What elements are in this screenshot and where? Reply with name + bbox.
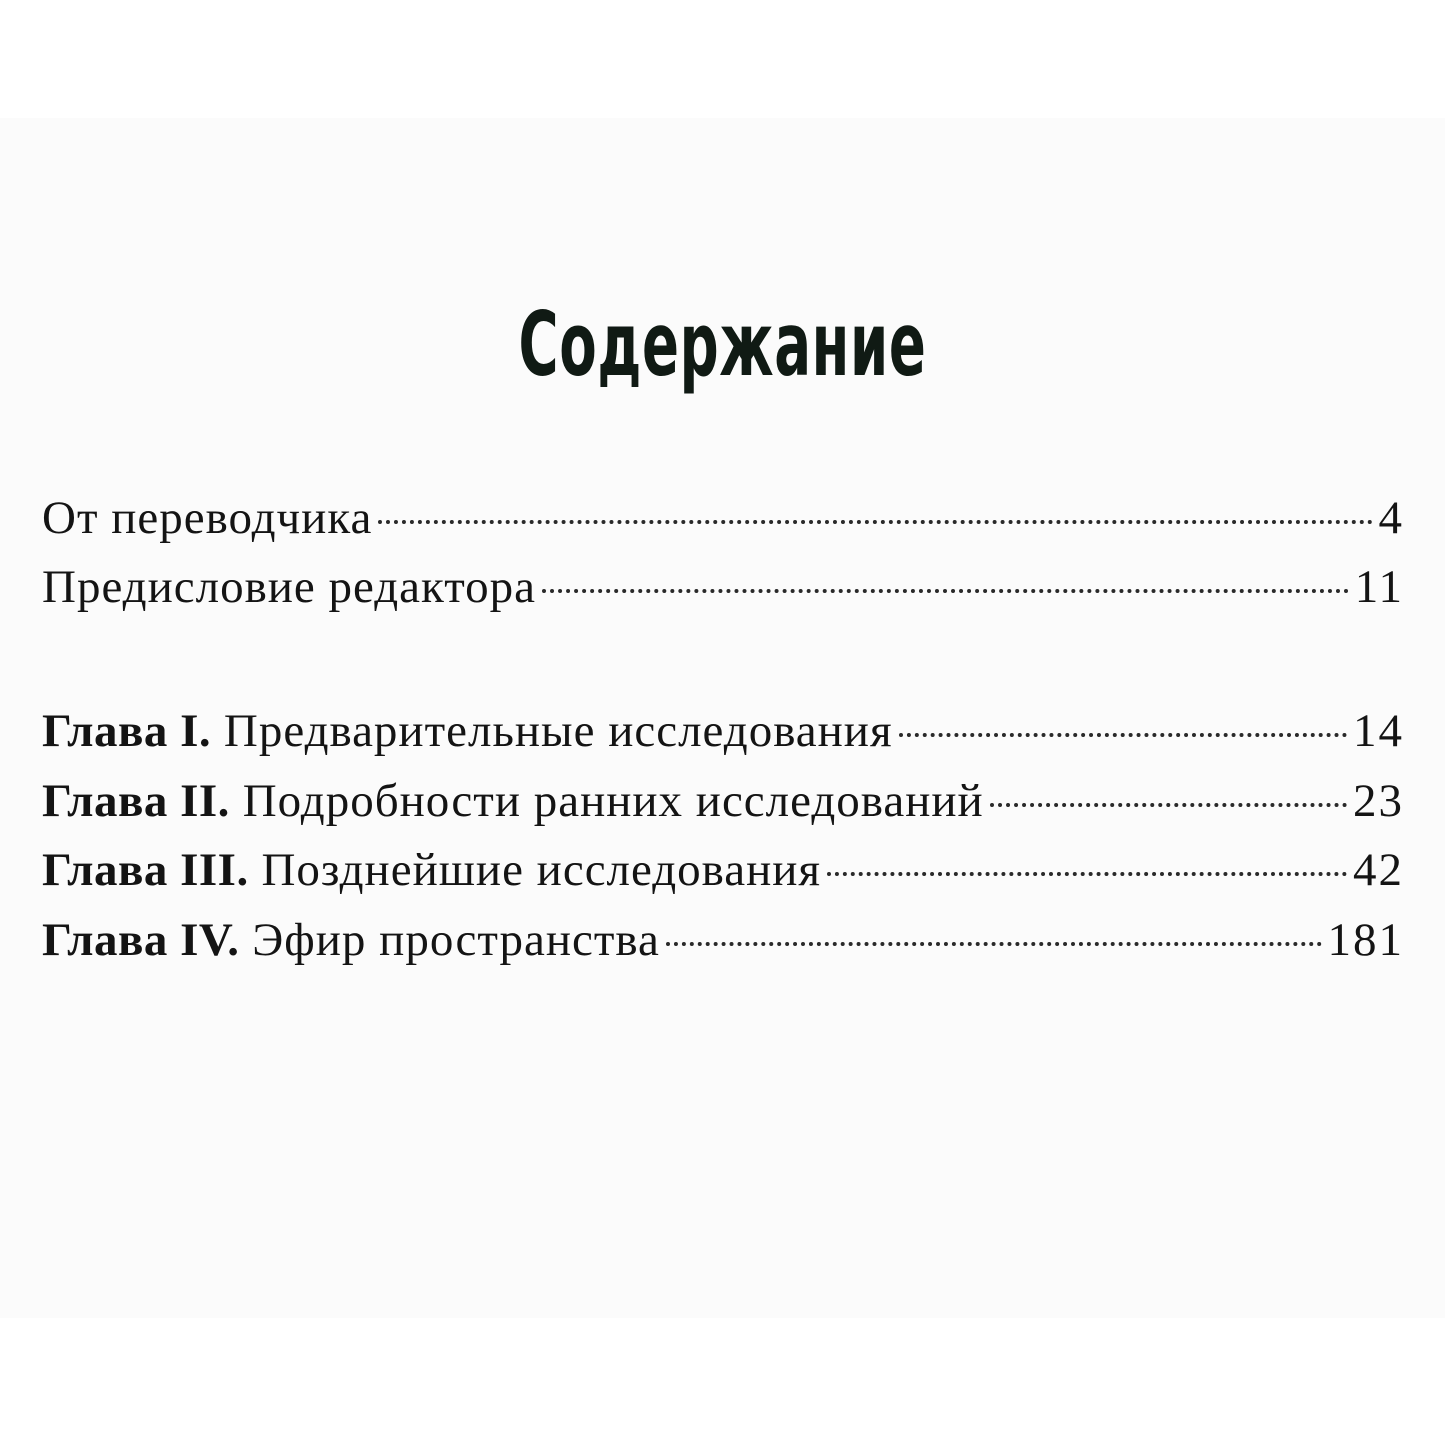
toc-entry-label: [42, 488, 372, 548]
toc-entry-chapter: Глава II.: [42, 775, 230, 827]
toc-entry-chapter-1: [42, 701, 1404, 761]
toc-entry-label: [42, 771, 984, 831]
toc-entry-chapter-2: [42, 771, 1404, 831]
toc-entry-page: 14: [1353, 705, 1404, 757]
toc-entry-chapter-4: [42, 910, 1404, 970]
toc-entry-title: Позднейшие исследования: [261, 844, 822, 896]
toc-entry-editor-preface: [42, 557, 1404, 617]
toc-entry-title: Предварительные исследования: [223, 705, 893, 757]
toc-entry-label: [42, 840, 821, 900]
toc-entry-translator: [42, 488, 1404, 548]
toc-entry-title: Эфир пространства: [252, 914, 660, 966]
toc-entry-label: [42, 557, 536, 617]
toc-entry-page: 42: [1353, 844, 1404, 896]
toc-entry-label: [42, 701, 893, 761]
toc-entry-page: 181: [1327, 914, 1404, 966]
toc-entry-page: 23: [1353, 775, 1404, 827]
toc-entry-page: 11: [1354, 561, 1404, 613]
toc-entry-title: От переводчика: [42, 492, 373, 544]
dot-leader: [899, 733, 1347, 737]
toc-entry-chapter: Глава III.: [42, 844, 249, 896]
toc-entry-chapter: Глава IV.: [42, 914, 240, 966]
dot-leader: [542, 589, 1349, 593]
toc-entry-chapter-3: [42, 840, 1404, 900]
toc-entry-title: Предисловие редактора: [42, 561, 537, 613]
toc-entry-page: 4: [1378, 492, 1404, 544]
toc-entry-title: Подробности ранних исследований: [242, 775, 984, 827]
dot-leader: [827, 872, 1347, 876]
toc-entry-label: [42, 910, 660, 970]
page-title: Содержание: [518, 293, 927, 396]
toc-entry-chapter: Глава I.: [42, 705, 212, 757]
dot-leader: [666, 942, 1322, 946]
dot-leader: [378, 520, 1372, 524]
dot-leader: [990, 803, 1347, 807]
